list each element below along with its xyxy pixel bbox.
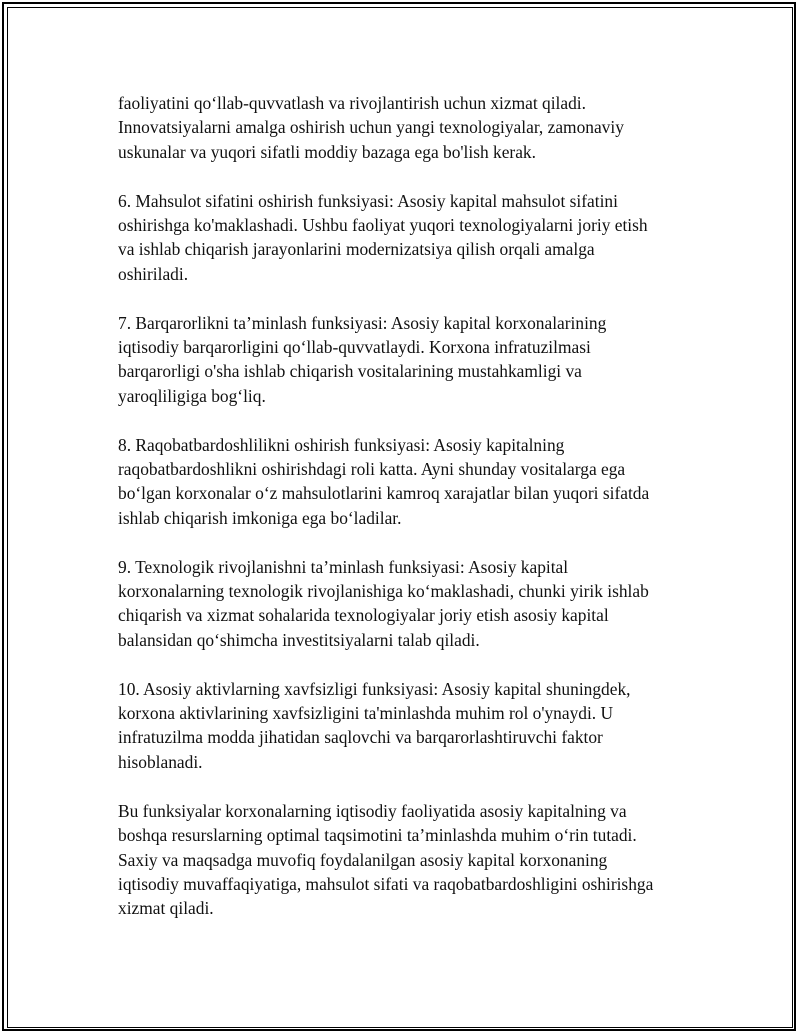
paragraph-conclusion: Bu funksiyalar korxonalarning iqtisodiy faoliyatida asosiy kapitalning va boshqa resurslarning optimal taqsimotini ta’minlashda muhim o‘rin tutadi. Saxiy va maqsadga muvofiq foydalanilgan asosiy kapital korxonaning iqtisodiy muvaffaqiyatiga, mahsulot sifati va raqobatbardoshligini oshirishga xizmat qiladi. (118, 800, 654, 919)
paragraph-asset-security-function: 10. Asosiy aktivlarning xavfsizligi funksiyasi: Asosiy kapital shuningdek, korxona aktivlarining xavfsizligini ta'minlashda muhim rol o'ynaydi. U infratuzilma modda jihatidan saqlovchi va barqarorlashtiruvchi faktor hisoblanadi. (118, 678, 631, 772)
paragraph-competitiveness-function: 8. Raqobatbardoshlilikni oshirish funksiyasi: Asosiy kapitalning raqobatbardoshlikni oshirishdagi roli katta. Ayni shunday vositalarga ega bo‘lgan korxonalar o‘z mahsulotlarini kamroq xarajatlar bilan yuqori sifatda ishlab chiqarish imkoniga ega bo‘ladilar. (118, 434, 650, 528)
paragraph-quality-function: 6. Mahsulot sifatini oshirish funksiyasi: Asosiy kapital mahsulot sifatini oshirishga ko'maklashadi. Ushbu faoliyat yuqori texnologiyalarni joriy etish va ishlab chiqarish jarayonlarini modernizatsiya qilish orqali amalga oshiriladi. (118, 190, 648, 284)
document-body (118, 91, 708, 945)
paragraph-technology-function: 9. Texnologik rivojlanishni ta’minlash funksiyasi: Asosiy kapital korxonalarning texnologik rivojlanishiga ko‘maklashadi, chunki yirik ishlab chiqarish va xizmat sohalarida texnologiyalar joriy etish asosiy kapital balansidan qo‘shimcha investitsiyalarni talab qiladi. (118, 556, 649, 650)
paragraph-stability-function: 7. Barqarorlikni ta’minlash funksiyasi: Asosiy kapital korxonalarining iqtisodiy barqarorligini qo‘llab-quvvatlaydi. Korxona infratuzilmasi barqarorligi o'sha ishlab chiqarish vositalarining mustahkamligi va yaroqliligiga bog‘liq. (118, 312, 607, 406)
paragraph-intro-continuation: faoliyatini qo‘llab-quvvatlash va rivojlantirish uchun xizmat qiladi. Innovatsiyalarni amalga oshirish uchun yangi texnologiyalar, zamonaviy uskunalar va yuqori sifatli moddiy bazaga ega bo'lish kerak. (118, 93, 624, 162)
